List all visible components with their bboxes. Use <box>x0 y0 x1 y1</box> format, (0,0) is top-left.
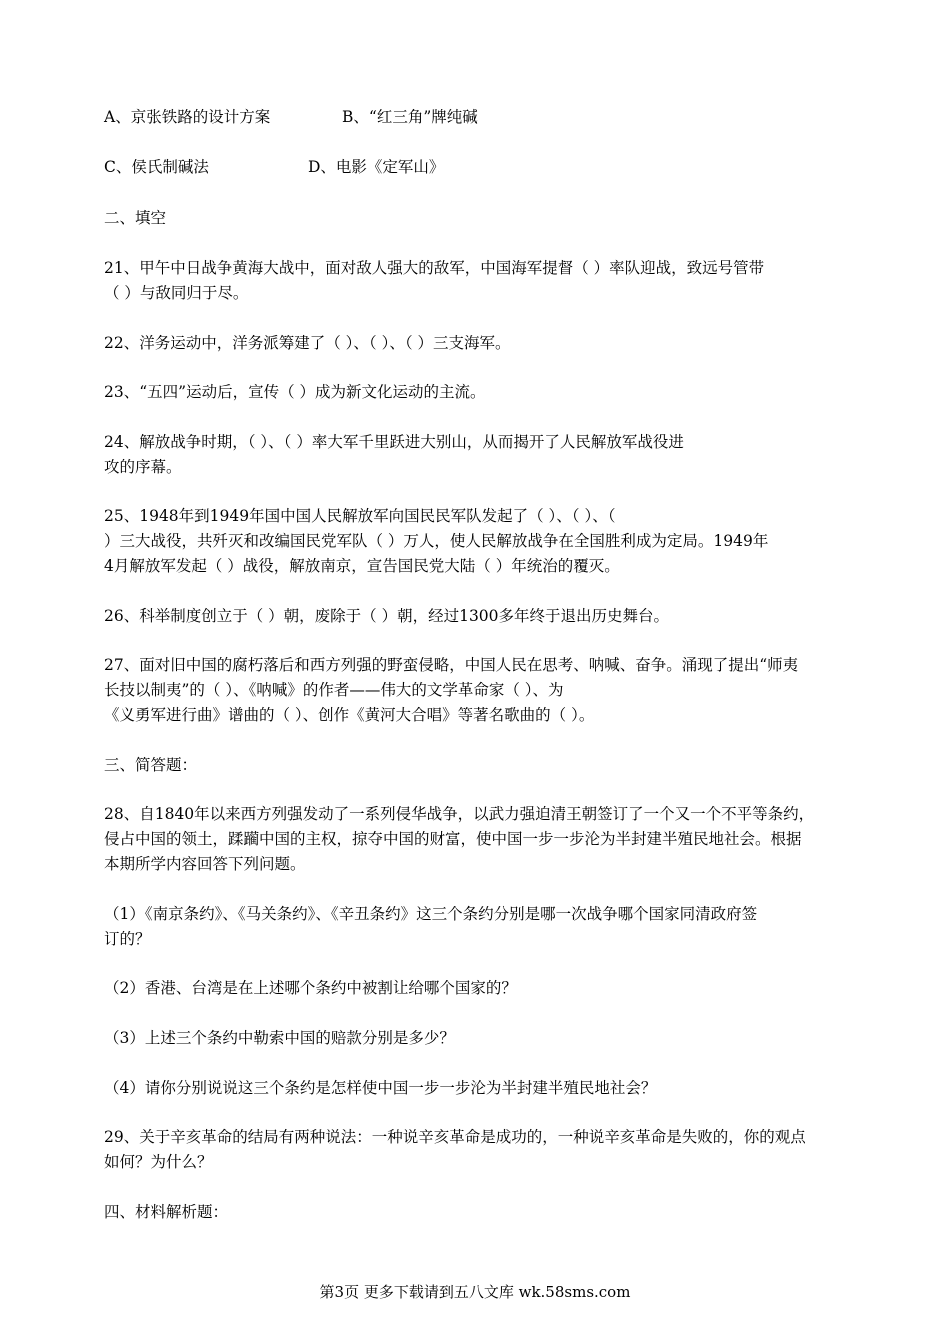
q24-line-1: 24、解放战争时期，（ ）、（ ）率大军千里跃进大别山，从而揭开了人民解放军战役进 <box>104 433 684 451</box>
q27-line-1: 27、面对旧中国的腐朽落后和西方列强的野蛮侵略，中国人民在思考、呐喊、奋争。涌现了提出“师夷 <box>104 656 799 674</box>
section-heading-short-answer: 三、简答题： <box>104 756 198 774</box>
option-c: C、侯氏制碱法 <box>104 158 209 176</box>
q28-sub2: （2）香港、台湾是在上述哪个条约中被割让给哪个国家的？ <box>104 979 517 997</box>
q24-line-2: 攻的序幕。 <box>104 458 182 476</box>
options-row-1 <box>104 105 864 129</box>
q28-sub1-line-2: 订的？ <box>104 930 151 948</box>
q28-sub1-line-1: （1）《南京条约》、《马关条约》、《辛丑条约》这三个条约分别是哪一次战争哪个国家同清政府签 <box>104 905 758 923</box>
options-row-2 <box>104 155 864 179</box>
page-footer: 第3页 更多下载请到五八文库 wk.58sms.com <box>319 1283 631 1301</box>
option-a: A、京张铁路的设计方案 <box>104 108 271 126</box>
section-heading-fill: 二、填空 <box>104 209 167 227</box>
q28-line-3: 本期所学内容回答下列问题。 <box>104 855 306 873</box>
option-d: D、电影《定军山》 <box>308 158 445 176</box>
q26: 26、科举制度创立于（ ）朝，废除于（ ）朝，经过1300多年终于退出历史舞台。 <box>104 607 670 625</box>
q28-line-1: 28、自1840年以来西方列强发动了一系列侵华战争，以武力强迫清王朝签订了一个又一个不平等条约， <box>104 805 815 823</box>
q28-sub4: （4）请你分别说说这三个条约是怎样使中国一步一步沦为半封建半殖民地社会？ <box>104 1079 657 1097</box>
q22: 22、洋务运动中，洋务派筹建了（ ）、（ ）、（ ）三支海军。 <box>104 334 511 352</box>
option-b: B、“红三角”牌纯碱 <box>342 108 478 126</box>
q28-sub3: （3）上述三个条约中勒索中国的赔款分别是多少？ <box>104 1029 455 1047</box>
q27-line-2: 长技以制夷”的（ ）、《呐喊》的作者——伟大的文学革命家（ ）、为 <box>104 681 564 699</box>
q29-line-2: 如何？为什么？ <box>104 1153 213 1171</box>
q25-line-2: ）三大战役，共歼灭和改编国民党军队（ ）万人，使人民解放战争在全国胜利成为定局。1949年 <box>104 532 769 550</box>
section-heading-material: 四、材料解析题： <box>104 1203 229 1221</box>
q21-line-2: （ ）与敌同归于尽。 <box>104 284 249 302</box>
q25-line-1: 25、1948年到1949年国中国人民解放军向国民民军队发起了（ ）、（ ）、（ <box>104 507 616 525</box>
q25-line-3: 4月解放军发起（ ）战役，解放南京，宣告国民党大陆（ ）年统治的覆灭。 <box>104 557 620 575</box>
q29-line-1: 29、关于辛亥革命的结局有两种说法：一种说辛亥革命是成功的，一种说辛亥革命是失败的，你的观点 <box>104 1128 806 1146</box>
q28-line-2: 侵占中国的领土，蹂躏中国的主权，掠夺中国的财富，使中国一步一步沦为半封建半殖民地社会。根据 <box>104 830 802 848</box>
q27-line-3: 《义勇军进行曲》谱曲的（ ）、创作《黄河大合唱》等著名歌曲的（ ）。 <box>104 706 595 724</box>
q23: 23、“五四”运动后，宣传（ ）成为新文化运动的主流。 <box>104 383 486 401</box>
q21-line-1: 21、甲午中日战争黄海大战中，面对敌人强大的敌军，中国海军提督（ ）率队迎战，致远号管带 <box>104 259 765 277</box>
